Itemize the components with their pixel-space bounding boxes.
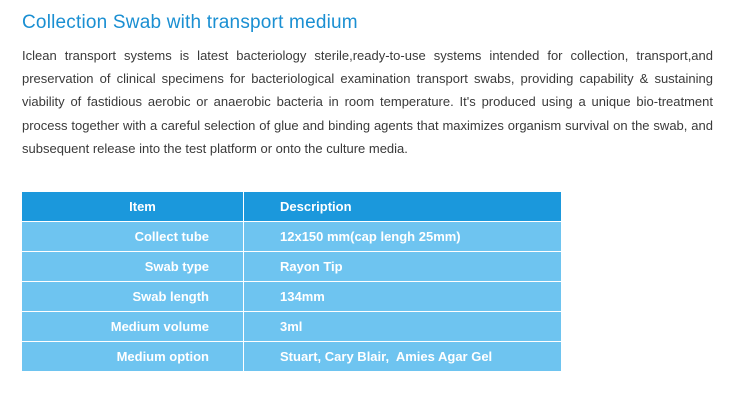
- row-item-collect-tube: Collect tube: [22, 222, 244, 252]
- product-description: Iclean transport systems is latest bacteriology sterile,ready-to-use systems intended for collection, transport,and preservation of clinical specimens for bacteriological examination transport swabs, providing capability & sustaining viability of fastidious aerobic or anaerobic bacteria in room temperature. It's produced using a unique bio-treatment process together with a careful selection of glue and binding agents that maximizes organism survival on the swab, and subsequent release into the test platform or onto the culture media.: [22, 48, 713, 156]
- header-description: Description: [244, 192, 562, 222]
- table-row: [22, 342, 562, 372]
- page-title: Collection Swab with transport medium: [22, 12, 358, 33]
- row-desc-medium-option: Stuart, Cary Blair, Amies Agar Gel: [244, 342, 562, 372]
- row-desc-swab-length: 134mm: [244, 282, 562, 312]
- row-desc-swab-type: Rayon Tip: [244, 252, 562, 282]
- table-header-row: [22, 192, 562, 222]
- table-row: [22, 282, 562, 312]
- row-item-medium-option: Medium option: [22, 342, 244, 372]
- table-row: [22, 252, 562, 282]
- table-row: [22, 222, 562, 252]
- row-desc-medium-volume: 3ml: [244, 312, 562, 342]
- header-item: Item: [22, 192, 244, 222]
- row-item-swab-length: Swab length: [22, 282, 244, 312]
- row-item-medium-volume: Medium volume: [22, 312, 244, 342]
- row-item-swab-type: Swab type: [22, 252, 244, 282]
- table-row: [22, 312, 562, 342]
- row-desc-collect-tube: 12x150 mm(cap lengh 25mm): [244, 222, 562, 252]
- spec-table: [21, 191, 562, 372]
